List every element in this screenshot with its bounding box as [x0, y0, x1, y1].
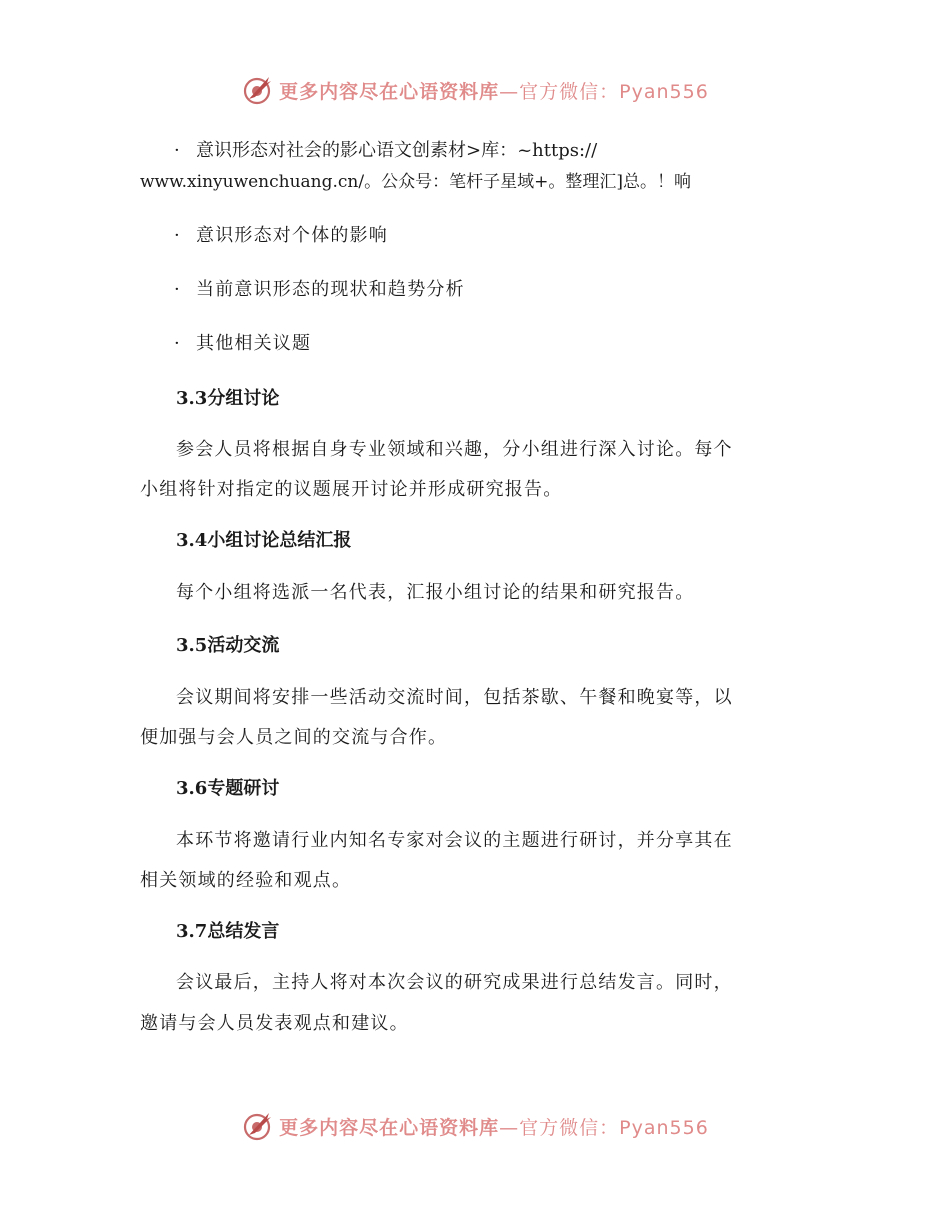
footer-watermark-banner: [0, 1104, 950, 1148]
bullet-item: [174, 137, 597, 165]
section-heading-3-7: 3.7总结发言: [176, 921, 280, 942]
paragraph-line: 参会人员将根据自身专业领域和兴趣，分小组进行深入讨论。每个: [176, 439, 733, 460]
paragraph-line: 小组将针对指定的议题展开讨论并形成研究报告。: [140, 479, 563, 500]
section-heading-3-5: 3.5活动交流: [176, 635, 280, 656]
bullet-item: [174, 222, 388, 250]
quill-logo-icon: [241, 1109, 275, 1143]
bullet-text: 意识形态对个体的影响: [196, 225, 388, 246]
watermark-text: 更多内容尽在心语资料库—官方微信：Pyan556: [279, 1116, 709, 1139]
paragraph-line: 会议期间将安排一些活动交流时间，包括茶歇、午餐和晚宴等，以: [176, 687, 733, 708]
paragraph-line: 邀请与会人员发表观点和建议。: [140, 1013, 409, 1034]
paragraph-line: 便加强与会人员之间的交流与合作。: [140, 727, 448, 748]
paragraph-line: 本环节将邀请行业内知名专家对会议的主题进行研讨，并分享其在: [176, 830, 733, 851]
bullet-text: 意识形态对社会的影心语文创素材>库：~https://: [196, 140, 598, 161]
bullet-dot: ·: [174, 225, 181, 246]
bullet-dot: ·: [174, 333, 181, 354]
bullet-dot: ·: [174, 140, 180, 161]
bullet-text: 当前意识形态的现状和趋势分析: [196, 279, 465, 300]
quill-logo-icon: [241, 73, 275, 107]
watermark-text: 更多内容尽在心语资料库—官方微信：Pyan556: [279, 80, 709, 103]
bullet-text: 其他相关议题: [196, 333, 312, 354]
paragraph-line: 每个小组将选派一名代表，汇报小组讨论的结果和研究报告。: [176, 582, 695, 603]
bullet-dot: ·: [174, 279, 181, 300]
header-watermark-banner: [0, 68, 950, 112]
section-heading-3-3: 3.3分组讨论: [176, 388, 280, 409]
section-heading-3-4: 3.4小组讨论总结汇报: [176, 530, 352, 551]
section-heading-3-6: 3.6专题研讨: [176, 778, 280, 799]
bullet-continuation: www.xinyuwenchuang.cn/。公众号：笔杆子星域+。整理汇]总。！响: [140, 172, 691, 192]
bullet-item: [174, 276, 465, 304]
paragraph-line: 相关领域的经验和观点。: [140, 870, 352, 891]
bullet-item: [174, 330, 311, 358]
paragraph-line: 会议最后，主持人将对本次会议的研究成果进行总结发言。同时，: [176, 972, 733, 993]
